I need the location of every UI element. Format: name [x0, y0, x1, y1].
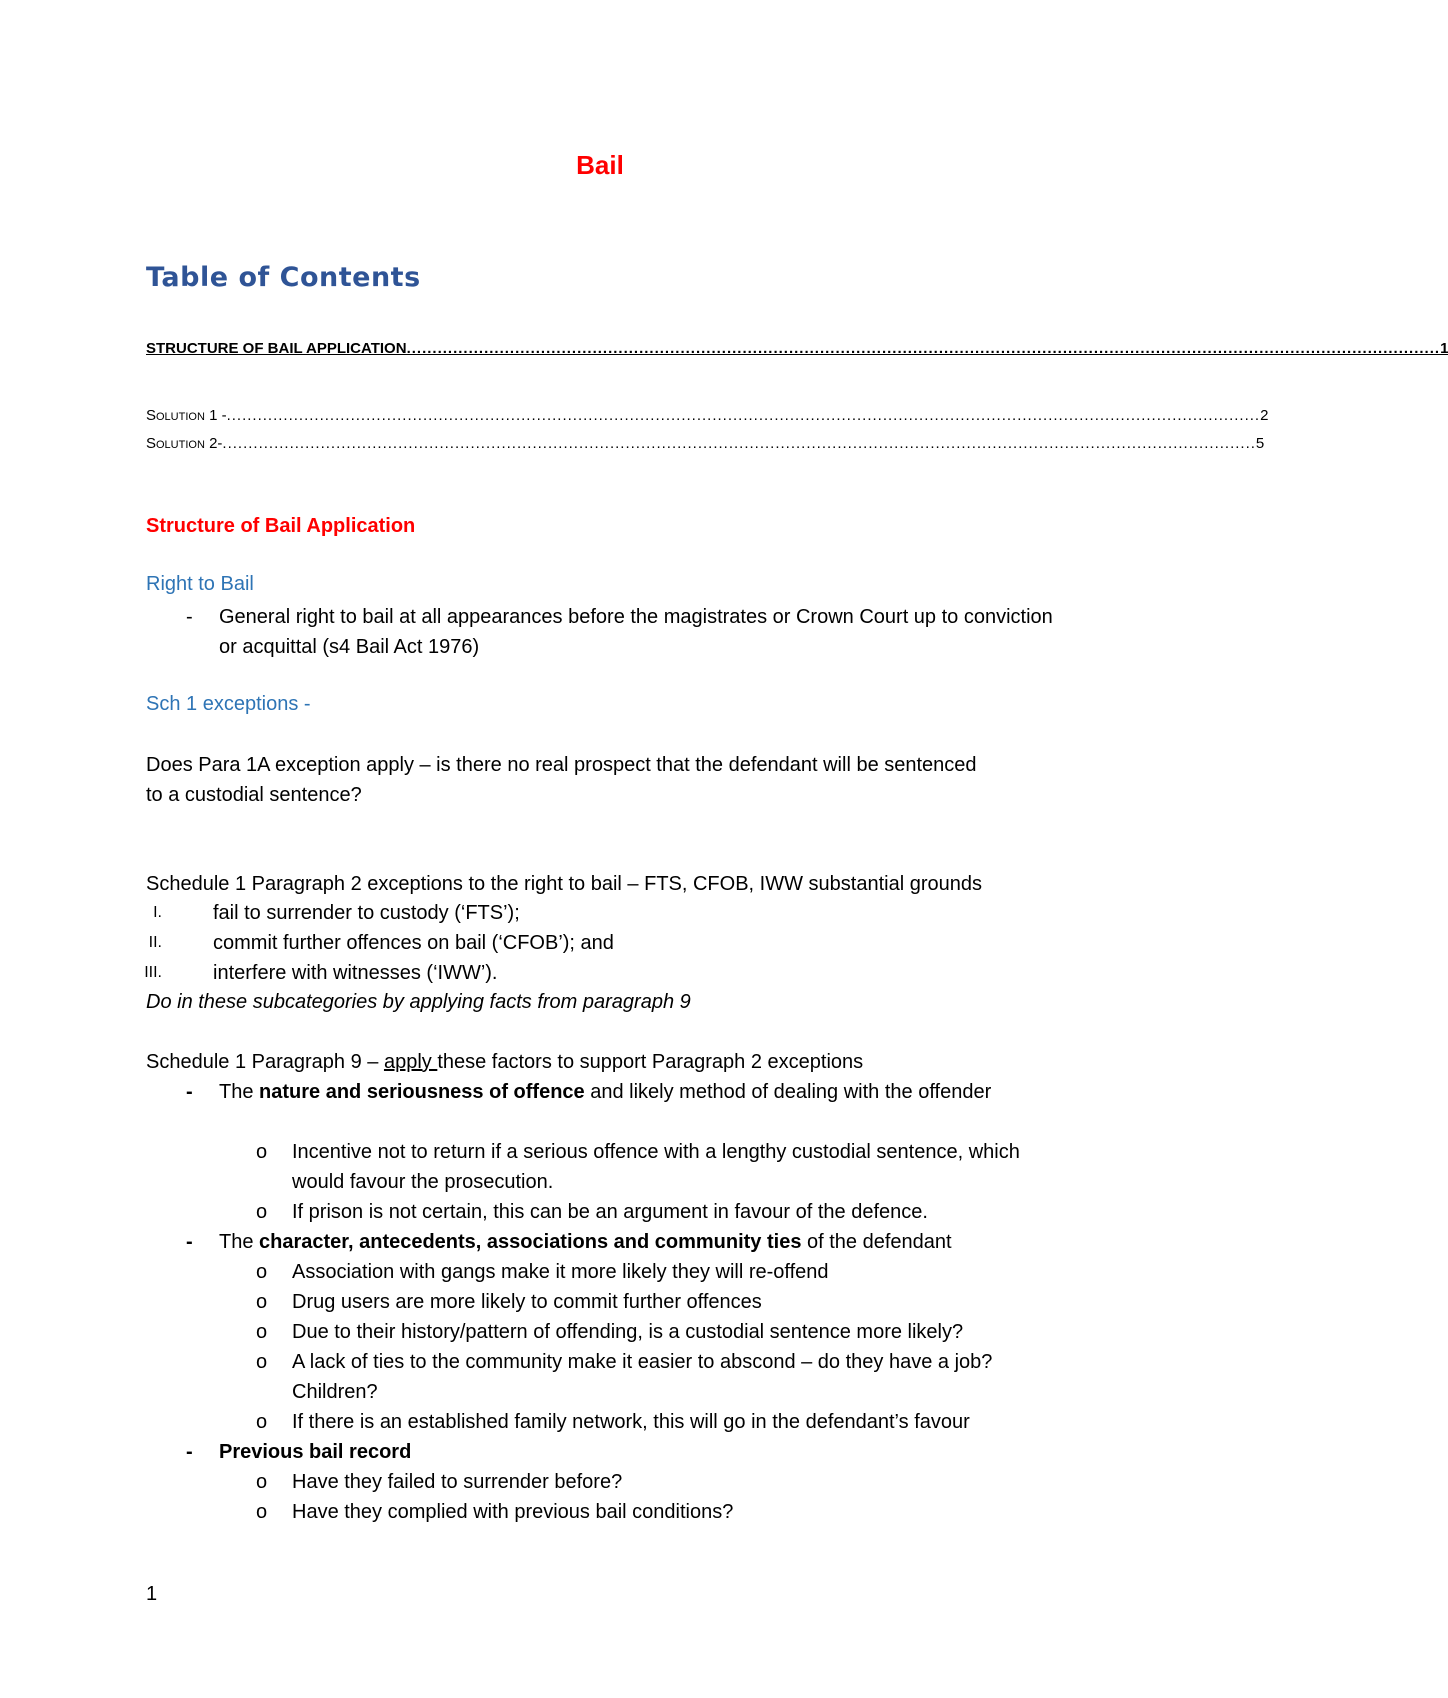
- dash-marker: -: [186, 1441, 193, 1463]
- sub-point: Have they complied with previous bail conditions?: [292, 1501, 734, 1523]
- para2-intro: Schedule 1 Paragraph 2 exceptions to the right to bail – FTS, CFOB, IWW substantial grounds: [146, 873, 982, 895]
- para1a-question: Does Para 1A exception apply – is there no real prospect that the defendant will be sentenced to a custodial sentence?: [146, 754, 977, 806]
- roman-numeral: III.: [144, 964, 162, 981]
- factor-post: and likely method of dealing with the offender: [584, 1081, 992, 1103]
- factor-pre: The: [219, 1081, 260, 1103]
- right-to-bail-text: General right to bail at all appearances before the magistrates or Crown Court up to conviction or acquittal (s4 Bail Act 1976): [219, 606, 1053, 658]
- circle-bullet: o: [256, 1501, 268, 1523]
- factor-nature: [219, 1077, 1069, 1107]
- factor-character: [219, 1227, 1069, 1257]
- toc-entry-label: Solution 1 -: [146, 407, 227, 424]
- sub-point: Have they failed to surrender before?: [292, 1471, 623, 1493]
- roman-numeral: I.: [153, 904, 162, 921]
- sub-point: Incentive not to return if a serious offence with a lengthy custodial sentence, which would favour the prosecution.: [292, 1141, 1020, 1193]
- document-title: Bail: [576, 150, 624, 180]
- para2-note: Do in these subcategories by applying facts from paragraph 9: [146, 991, 691, 1013]
- toc-leader: ........................................................................................................................................................................................................: [222, 435, 1256, 452]
- dash-marker: -: [186, 606, 193, 628]
- roman-numeral: II.: [148, 934, 162, 951]
- para2-item: commit further offences on bail (‘CFOB’); and: [213, 932, 614, 954]
- para9-intro: [146, 1047, 863, 1077]
- sub-point: A lack of ties to the community make it easier to abscond – do they have a job? Children?: [292, 1351, 993, 1403]
- dash-marker: -: [186, 1081, 193, 1103]
- para2-item: interfere with witnesses (‘IWW’).: [213, 962, 498, 984]
- sch1-heading: Sch 1 exceptions -: [146, 693, 311, 715]
- toc-entry-label: Solution 2-: [146, 435, 223, 452]
- toc-leader: ........................................................................................................................................................................................................: [406, 340, 1441, 357]
- para9-apply-word: apply: [383, 1051, 438, 1073]
- toc-entry-structure[interactable]: [146, 340, 1448, 357]
- factor-post: of the defendant: [801, 1231, 952, 1253]
- toc-entry-solution-1[interactable]: [146, 407, 1269, 424]
- factor-bail-record: Previous bail record: [219, 1441, 412, 1463]
- circle-bullet: o: [256, 1471, 268, 1493]
- circle-bullet: o: [256, 1201, 268, 1223]
- factor-bold: character, antecedents, associations and community ties: [259, 1231, 802, 1253]
- dash-marker: -: [186, 1231, 193, 1253]
- sub-point: If there is an established family network, this will go in the defendant’s favour: [292, 1411, 970, 1433]
- para2-item: fail to surrender to custody (‘FTS’);: [213, 902, 520, 924]
- circle-bullet: o: [256, 1261, 268, 1283]
- toc-heading: Table of Contents: [146, 262, 421, 293]
- circle-bullet: o: [256, 1351, 268, 1373]
- circle-bullet: o: [256, 1141, 268, 1163]
- factor-pre: The: [219, 1231, 260, 1253]
- toc-entry-page: 2: [1260, 407, 1269, 424]
- circle-bullet: o: [256, 1321, 268, 1343]
- sub-point: Due to their history/pattern of offending, is a custodial sentence more likely?: [292, 1321, 964, 1343]
- sub-point: Drug users are more likely to commit further offences: [292, 1291, 762, 1313]
- factor-bold: nature and seriousness of offence: [259, 1081, 585, 1103]
- circle-bullet: o: [256, 1291, 268, 1313]
- para9-intro-b: these factors to support Paragraph 2 exceptions: [437, 1051, 864, 1073]
- toc-leader: ........................................................................................................................................................................................................: [226, 407, 1261, 424]
- circle-bullet: o: [256, 1411, 268, 1433]
- toc-entry-page: 1: [1440, 340, 1448, 357]
- toc-entry-label: STRUCTURE OF BAIL APPLICATION: [146, 340, 407, 357]
- page-number: 1: [146, 1583, 158, 1605]
- para9-intro-a: Schedule 1 Paragraph 9 –: [146, 1051, 384, 1073]
- section-heading: Structure of Bail Application: [146, 515, 416, 537]
- toc-entry-solution-2[interactable]: [146, 435, 1265, 452]
- right-to-bail-heading: Right to Bail: [146, 573, 254, 595]
- sub-point: Association with gangs make it more likely they will re-offend: [292, 1261, 829, 1283]
- toc-entry-page: 5: [1255, 435, 1265, 452]
- sub-point: If prison is not certain, this can be an argument in favour of the defence.: [292, 1201, 928, 1223]
